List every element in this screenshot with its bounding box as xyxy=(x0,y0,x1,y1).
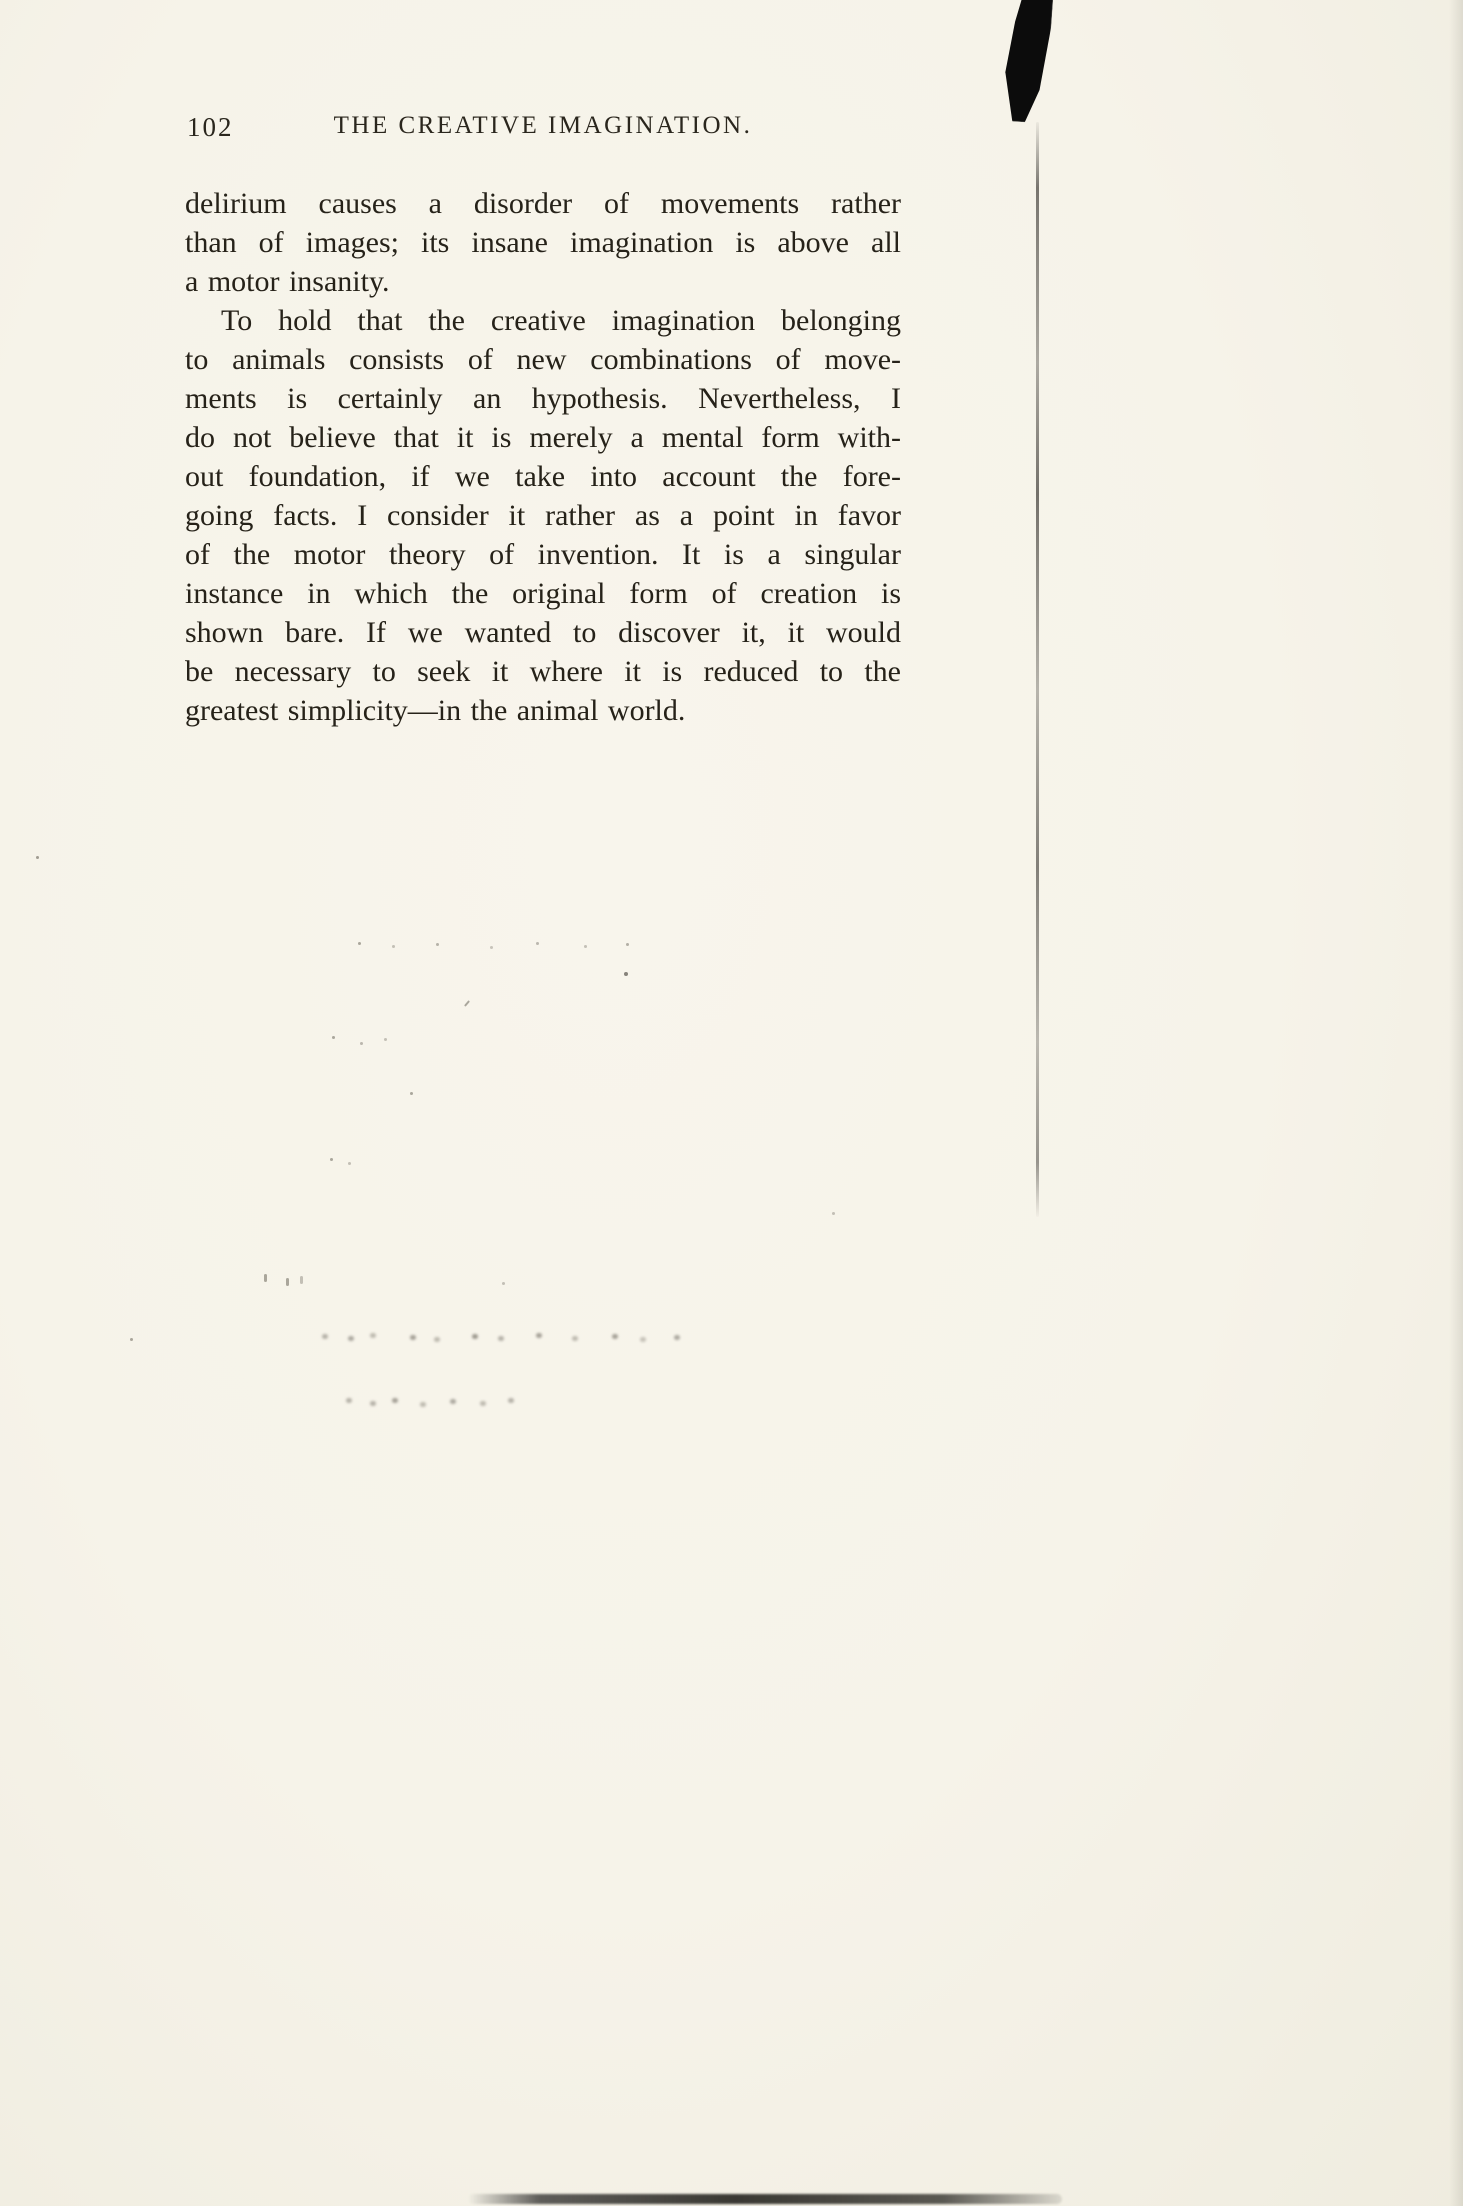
scan-speck xyxy=(410,1092,413,1095)
text-line: do not believe that it is merely a mental form with- xyxy=(185,421,901,454)
scan-speck xyxy=(330,1158,333,1161)
running-header xyxy=(185,112,901,144)
page-content xyxy=(185,112,901,730)
page-number: 102 xyxy=(187,112,234,142)
scan-smudge xyxy=(346,1398,352,1403)
body-text xyxy=(185,184,901,730)
text-line: shown bare. If we wanted to discover it, it would xyxy=(185,616,901,649)
scan-speck xyxy=(130,1338,133,1341)
text-line: greatest simplicity—in the animal world. xyxy=(185,694,686,727)
scan-speck xyxy=(264,1274,267,1282)
text-line: instance in which the original form of creation is xyxy=(185,577,901,610)
text-line: delirium causes a disorder of movements rather xyxy=(185,187,901,220)
text-line: to animals consists of new combinations of move- xyxy=(185,343,901,376)
scan-smudge xyxy=(322,1334,328,1339)
scan-speck xyxy=(36,856,39,859)
paragraph xyxy=(185,184,901,301)
page-edge-line xyxy=(1036,122,1039,1217)
text-line: out foundation, if we take into account the fore- xyxy=(185,460,901,493)
text-line: ments is certainly an hypothesis. Nevertheless, I xyxy=(185,382,901,415)
text-line: a motor insanity. xyxy=(185,265,390,298)
text-line: than of images; its insane imagination is above all xyxy=(185,226,901,259)
scan-speck xyxy=(464,1000,470,1007)
text-line: To hold that the creative imagination belonging xyxy=(221,304,901,337)
scan-corner-mark xyxy=(993,0,1054,124)
scan-edge-shadow xyxy=(1449,0,1463,2206)
scan-speck xyxy=(624,972,628,976)
header-title: THE CREATIVE IMAGINATION. xyxy=(333,112,753,139)
scan-bottom-band xyxy=(468,2194,1062,2204)
scan-speck xyxy=(358,942,361,945)
text-line: be necessary to seek it where it is reduced to the xyxy=(185,655,901,688)
scan-speck xyxy=(502,1282,505,1285)
text-line: going facts. I consider it rather as a point in favor xyxy=(185,499,901,532)
paragraph xyxy=(185,301,901,730)
scan-speck xyxy=(332,1036,335,1039)
scan-speck xyxy=(832,1212,835,1215)
text-line: of the motor theory of invention. It is a singular xyxy=(185,538,901,571)
